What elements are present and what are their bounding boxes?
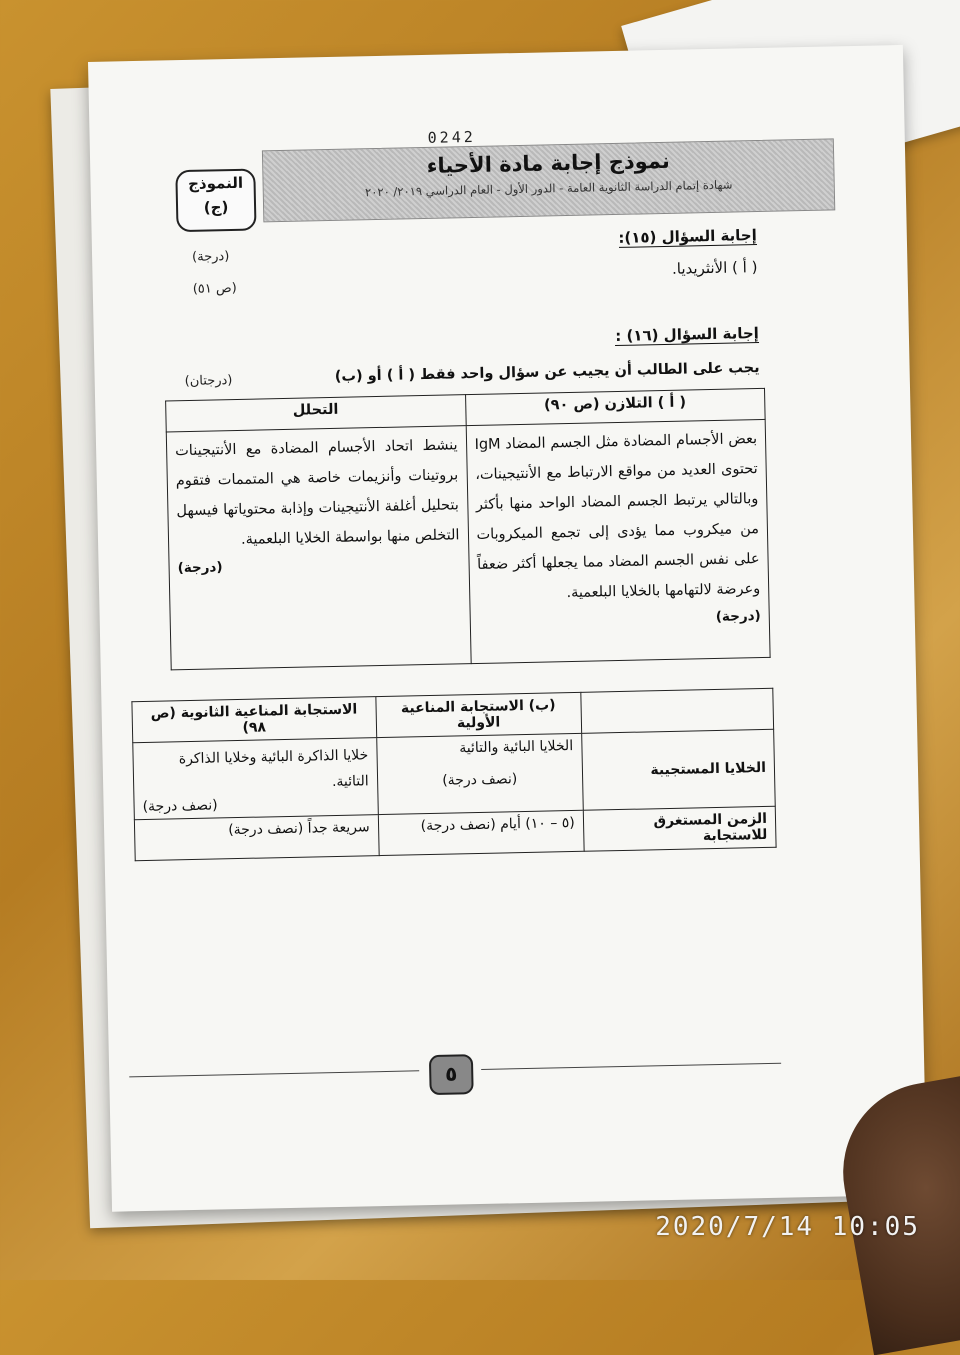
- q16-score: (درجتان): [184, 373, 233, 390]
- part-b-secondary-header: الاستجابة المناعية الثانوية (ص ٩٨): [132, 697, 376, 743]
- footer-rule-right: [481, 1063, 781, 1070]
- header-banner: [262, 138, 835, 222]
- agglutination-text: بعض الأجسام المضادة مثل الجسم المضاد IgM تحتوى العديد من مواقع الارتباط مع الأنتيجينات، وبالتالي يرتبط الجسم المضاد الواحد منها بأكثر من ميكروب مما يؤدى إلى تجمع الميكروبات على نفس الجسم المضاد مما يجعلها أكثر ضعفاً وعرضة لالتهامها بالخلايا البلعمية.: [474, 431, 761, 602]
- serial-number: 0242: [427, 127, 476, 147]
- footer-rule-left: [129, 1070, 419, 1077]
- q15-page-ref: (ص ٥١): [192, 280, 237, 297]
- q16-title: إجابة السؤال (١٦) :: [615, 324, 760, 346]
- primary-cells-text: الخلايا البائية والتائية: [459, 737, 574, 757]
- q15-title: إجابة السؤال (١٥):: [618, 226, 757, 247]
- row-label-responding-cells: الخلايا المستجيبة: [581, 729, 775, 810]
- lysis-text: ينشط اتحاد الأجسام المضادة مع الأنتيجينات بروتينات وأنزيمات خاصة هي المتممات فتقوم بتحليل أغلفة الأنتيجينات وإذابة محتوياتها فيسهل التخلص منها بواسطة الخلايا البلعمية.: [175, 437, 460, 548]
- secondary-cells-score: (نصف درجة): [142, 797, 218, 816]
- primary-time-score: (نصف درجة): [420, 816, 496, 835]
- primary-responding-cells: [376, 733, 583, 814]
- primary-cells-score: (نصف درجة): [442, 771, 518, 789]
- secondary-time-text: سريعة جداً: [307, 819, 370, 837]
- lysis-score: (درجة): [177, 559, 223, 577]
- secondary-response-time: [134, 815, 378, 861]
- model-label: النموذج: [187, 173, 244, 193]
- model-badge: [175, 169, 256, 233]
- q15-answer: ( أ ) الأنثريديا.: [671, 258, 758, 278]
- q16-part-b-table: [131, 688, 776, 861]
- q15-score: (درجة): [191, 249, 230, 265]
- part-a-col1-header: ( أ ) التلازن (ص ٩٠): [465, 388, 765, 425]
- page-number: ٥: [429, 1054, 474, 1095]
- primary-time-text: (٥ – ١٠) أيام: [500, 814, 575, 833]
- q16-instruction: يجب على الطالب أن يجيب عن سؤال واحد فقط ( أ ) أو (ب): [334, 360, 760, 385]
- part-a-col2-cell: [166, 426, 470, 670]
- secondary-responding-cells: [133, 738, 378, 820]
- photo-timestamp: 2020/7/14 10:05: [655, 1212, 920, 1242]
- agglutination-score: (درجة): [715, 608, 761, 625]
- part-b-blank-header: [581, 688, 774, 733]
- header-title: نموذج إجابة مادة الأحياء: [426, 148, 670, 178]
- part-a-col2-header: التحلل: [166, 395, 466, 432]
- secondary-cells-text: خلايا الذاكرة البائية وخلايا الذاكرة التائية.: [178, 747, 369, 791]
- answer-sheet-page: [88, 45, 927, 1212]
- q16-part-a-table: [165, 388, 771, 671]
- part-a-col1-cell: [466, 419, 770, 663]
- header-subtitle: شهادة إتمام الدراسة الثانوية العامة - الدور الأول - العام الدراسي ٢٠١٩/ ٢٠٢٠: [364, 177, 733, 200]
- part-b-primary-header: (ب) الاستجابة المناعية الأولية: [375, 692, 581, 737]
- model-code: (ج): [203, 198, 229, 217]
- row-label-response-time: الزمن المستغرق للاستجابة: [583, 806, 776, 851]
- primary-response-time: [378, 810, 584, 855]
- secondary-time-score: (نصف درجة): [228, 820, 304, 839]
